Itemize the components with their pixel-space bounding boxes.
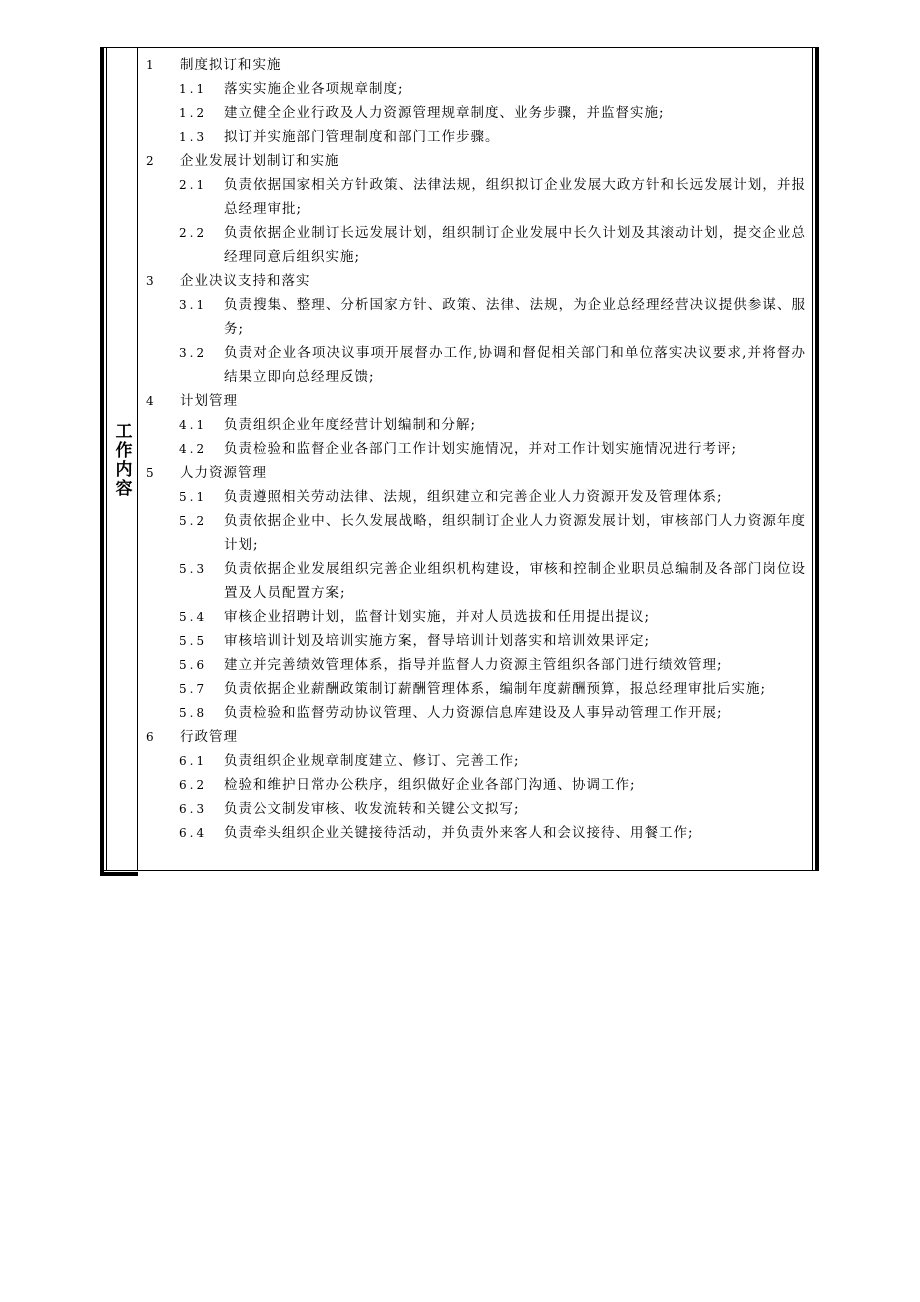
section-title: 制度拟订和实施: [180, 57, 282, 73]
item-text: 负责依据国家相关方针政策、法律法规，组织拟订企业发展大政方针和长远发展计划，并报总经理审批;: [224, 177, 806, 217]
item-number: 6.3: [179, 802, 208, 816]
item-text: 负责依据企业发展组织完善企业组织机构建设，审核和控制企业职员总编制及各部门岗位设置及人员配置方案;: [224, 561, 806, 601]
list-item: [146, 629, 806, 653]
list-item: [146, 797, 806, 821]
list-item: [146, 605, 806, 629]
list-item: [146, 485, 806, 509]
table-bottom-left-accent: [100, 872, 138, 876]
item-number: 4.2: [179, 442, 208, 456]
item-number: 3.2: [179, 346, 208, 360]
item-text: 负责检验和监督企业各部门工作计划实施情况，并对工作计划实施情况进行考评;: [224, 441, 738, 457]
list-item: [146, 701, 806, 725]
item-number: 2.2: [179, 226, 208, 240]
content-cell: [146, 53, 806, 845]
section-title: 人力资源管理: [180, 465, 267, 481]
item-number: 6.2: [179, 778, 208, 792]
section-heading: [146, 725, 806, 749]
list-item: [146, 173, 806, 221]
list-item: [146, 557, 806, 605]
section-number: 6: [146, 730, 154, 744]
section-title: 行政管理: [180, 729, 238, 745]
list-item: [146, 125, 806, 149]
item-number: 3.1: [179, 298, 208, 312]
section-heading: [146, 389, 806, 413]
job-content-table: [100, 47, 819, 871]
section-heading: [146, 461, 806, 485]
item-text: 负责搜集、整理、分析国家方针、政策、法律、法规，为企业总经理经营决议提供参谋、服务;: [224, 297, 806, 337]
list-item: [146, 509, 806, 557]
item-text: 拟订并实施部门管理制度和部门工作步骤。: [224, 129, 500, 145]
section-title: 计划管理: [180, 393, 238, 409]
item-number: 5.7: [179, 682, 208, 696]
item-text: 审核培训计划及培训实施方案，督导培训计划落实和培训效果评定;: [224, 633, 651, 649]
list-item: [146, 677, 806, 701]
section-label: 工作内容: [111, 421, 132, 498]
item-text: 负责依据企业薪酬政策制订薪酬管理体系，编制年度薪酬预算，报总经理审批后实施;: [224, 681, 767, 697]
list-item: [146, 101, 806, 125]
item-text: 负责遵照相关劳动法律、法规，组织建立和完善企业人力资源开发及管理体系;: [224, 489, 723, 505]
section-number: 3: [146, 274, 154, 288]
column-divider: [137, 48, 138, 871]
table-bottom-border: [100, 870, 819, 871]
item-number: 5.1: [179, 490, 208, 504]
item-number: 5.3: [179, 562, 208, 576]
item-number: 5.6: [179, 658, 208, 672]
item-text: 负责公文制发审核、收发流转和关键公文拟写;: [224, 801, 520, 817]
item-number: 1.1: [179, 82, 208, 96]
item-text: 负责对企业各项决议事项开展督办工作,协调和督促相关部门和单位落实决议要求,并将督办结果立即向总经理反馈;: [224, 345, 806, 385]
item-text: 检验和维护日常办公秩序，组织做好企业各部门沟通、协调工作;: [224, 777, 636, 793]
item-text: 负责检验和监督劳动协议管理、人力资源信息库建设及人事异动管理工作开展;: [224, 705, 723, 721]
item-number: 6.4: [179, 826, 208, 840]
item-number: 5.4: [179, 610, 208, 624]
item-text: 负责依据企业制订长远发展计划，组织制订企业发展中长久计划及其滚动计划，提交企业总经理同意后组织实施;: [224, 225, 806, 265]
section-number: 1: [146, 58, 154, 72]
item-text: 建立并完善绩效管理体系，指导并监督人力资源主管组织各部门进行绩效管理;: [224, 657, 723, 673]
section-heading: [146, 53, 806, 77]
item-number: 6.1: [179, 754, 208, 768]
item-number: 1.2: [179, 106, 208, 120]
item-number: 2.1: [179, 178, 208, 192]
list-item: [146, 749, 806, 773]
item-number: 5.2: [179, 514, 208, 528]
list-item: [146, 341, 806, 389]
section-number: 4: [146, 394, 154, 408]
item-number: 1.3: [179, 130, 208, 144]
list-item: [146, 437, 806, 461]
item-number: 5.5: [179, 634, 208, 648]
table-right-inner-border: [812, 48, 813, 871]
label-cell: [107, 48, 137, 871]
list-item: [146, 821, 806, 845]
list-item: [146, 773, 806, 797]
section-number: 2: [146, 154, 154, 168]
list-item: [146, 413, 806, 437]
list-item: [146, 293, 806, 341]
section-number: 5: [146, 466, 154, 480]
item-number: 4.1: [179, 418, 208, 432]
list-item: [146, 77, 806, 101]
section-heading: [146, 149, 806, 173]
item-number: 5.8: [179, 706, 208, 720]
item-text: 负责依据企业中、长久发展战略，组织制订企业人力资源发展计划，审核部门人力资源年度计划;: [224, 513, 806, 553]
list-item: [146, 221, 806, 269]
table-right-border: [815, 48, 819, 871]
item-text: 落实实施企业各项规章制度;: [224, 81, 404, 97]
item-text: 审核企业招聘计划，监督计划实施，并对人员选拔和任用提出提议;: [224, 609, 651, 625]
item-text: 负责组织企业规章制度建立、修订、完善工作;: [224, 753, 520, 769]
item-text: 负责组织企业年度经营计划编制和分解;: [224, 417, 477, 433]
item-text: 负责牵头组织企业关键接待活动，并负责外来客人和会议接待、用餐工作;: [224, 825, 694, 841]
list-item: [146, 653, 806, 677]
section-heading: [146, 269, 806, 293]
section-title: 企业决议支持和落实: [180, 273, 311, 289]
table-left-border: [100, 48, 104, 876]
section-title: 企业发展计划制订和实施: [180, 153, 340, 169]
item-text: 建立健全企业行政及人力资源管理规章制度、业务步骤，并监督实施;: [224, 105, 665, 121]
